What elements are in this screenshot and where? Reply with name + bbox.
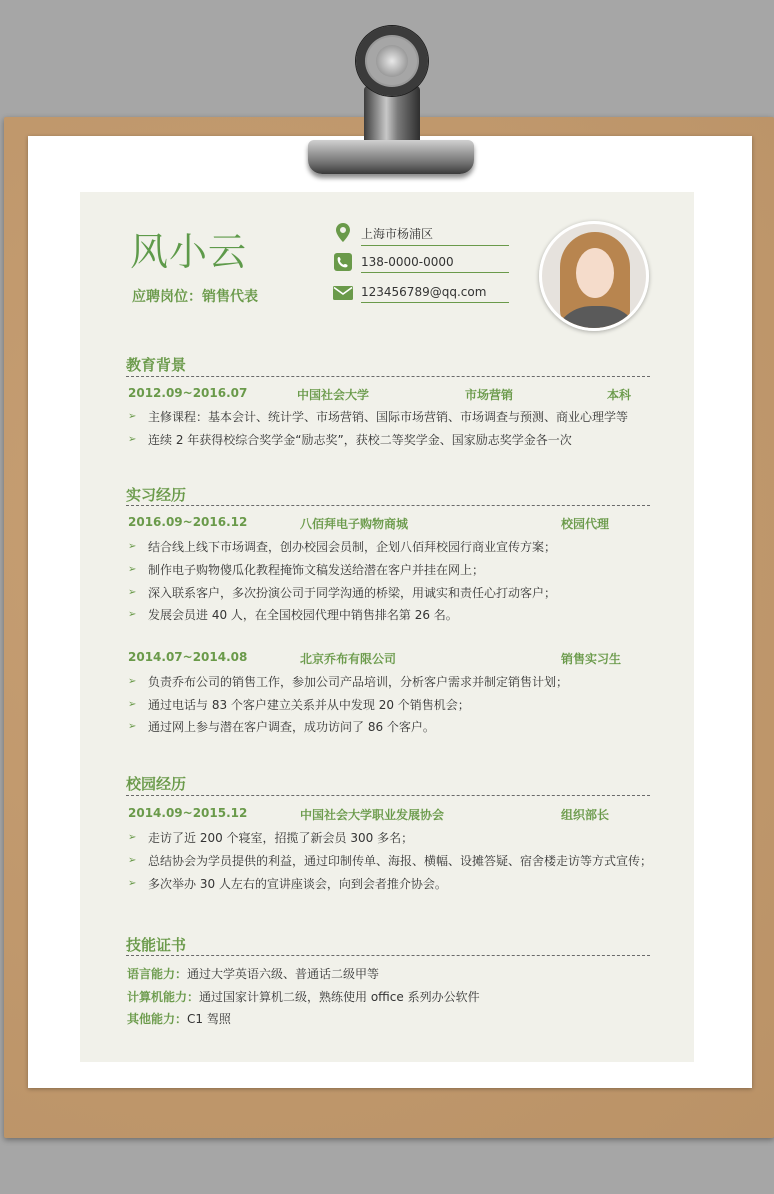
list-item: ➢ 通过电话与 83 个客户建立关系并从中发现 20 个销售机会； (128, 698, 470, 712)
list-item: ➢ 负责乔布公司的销售工作，参加公司产品培训，分析客户需求并制定销售计划； (128, 675, 569, 689)
contact-email (333, 283, 487, 303)
list-item: ➢ 深入联系客户，多次扮演公司于同学沟通的桥梁，用诚实和责任心打动客户； (128, 586, 557, 600)
arrow-icon: ➢ (128, 434, 137, 445)
education-degree: 本科 (607, 388, 632, 402)
list-item: ➢ 连续 2 年获得校综合奖学金“励志奖”，获校二等奖学金、国家励志奖学金各一次 (128, 433, 572, 447)
education-major: 市场营销 (465, 388, 514, 402)
list-item: ➢ 总结协会为学员提供的利益，通过印制传单、海报、横幅、设摊答疑、宿舍楼走访等方式宣传； (128, 854, 653, 868)
list-item: ➢ 多次举办 30 人左右的宣讲座谈会，向到会者推介协会。 (128, 877, 447, 891)
job-period: 2014.07~2014.08 (128, 650, 248, 664)
arrow-icon: ➢ (128, 832, 137, 843)
list-item: ➢ 结合线上线下市场调查，创办校园会员制，企划八佰拜校园行商业宣传方案； (128, 540, 557, 554)
list-item: ➢ 制作电子购物傻瓜化教程掩饰文稿发送给潜在客户并挂在网上； (128, 563, 485, 577)
arrow-icon: ➢ (128, 411, 137, 422)
mail-icon (333, 283, 353, 303)
contact-phone (333, 252, 454, 272)
job-role: 校园代理 (561, 517, 610, 531)
education-title: 教育背景 (126, 356, 187, 374)
phone-icon (333, 252, 353, 272)
education-period: 2012.09~2016.07 (128, 386, 248, 400)
avatar (539, 221, 649, 331)
arrow-icon: ➢ (128, 564, 137, 575)
job-position: 应聘岗位：销售代表 (132, 289, 258, 305)
skills-divider (126, 955, 650, 956)
candidate-name: 风小云 (130, 230, 248, 274)
internship-divider (126, 505, 650, 506)
arrow-icon: ➢ (128, 878, 137, 889)
skill-language: 语言能力：通过大学英语六级、普通话二级甲等 (127, 967, 380, 981)
job-period: 2016.09~2016.12 (128, 515, 248, 529)
campus-period: 2014.09~2015.12 (128, 806, 248, 820)
skill-other: 其他能力：C1 驾照 (127, 1012, 231, 1026)
job-role: 销售实习生 (561, 652, 622, 666)
list-item: ➢ 发展会员进 40 人，在全国校园代理中销售排名第 26 名。 (128, 608, 458, 622)
skill-computer: 计算机能力：通过国家计算机二级，熟练使用 office 系列办公软件 (127, 990, 480, 1004)
clip-rivet (376, 45, 408, 77)
clip-base (308, 140, 474, 174)
address-text: 上海市杨浦区 (361, 225, 509, 246)
arrow-icon: ➢ (128, 587, 137, 598)
email-text: 123456789@qq.com (361, 285, 509, 303)
list-item: ➢ 主修课程：基本会计、统计学、市场营销、国际市场营销、市场调查与预测、商业心理学等 (128, 410, 629, 424)
campus-divider (126, 795, 650, 796)
contact-address (333, 222, 434, 242)
arrow-icon: ➢ (128, 676, 137, 687)
list-item: ➢ 通过网上参与潜在客户调查，成功访问了 86 个客户。 (128, 720, 435, 734)
job-company: 北京乔布有限公司 (300, 652, 397, 666)
arrow-icon: ➢ (128, 541, 137, 552)
education-divider (126, 376, 650, 377)
education-school: 中国社会大学 (297, 388, 370, 402)
campus-org: 中国社会大学职业发展协会 (300, 808, 445, 822)
job-company: 八佰拜电子购物商城 (300, 517, 409, 531)
phone-text: 138-0000-0000 (361, 255, 509, 273)
location-pin-icon (333, 222, 353, 242)
arrow-icon: ➢ (128, 609, 137, 620)
internship-title: 实习经历 (126, 486, 187, 504)
skills-title: 技能证书 (126, 936, 187, 954)
list-item: ➢ 走访了近 200 个寝室，招揽了新会员 300 多名； (128, 831, 414, 845)
campus-title: 校园经历 (126, 775, 187, 793)
arrow-icon: ➢ (128, 855, 137, 866)
campus-role: 组织部长 (561, 808, 610, 822)
arrow-icon: ➢ (128, 721, 137, 732)
arrow-icon: ➢ (128, 699, 137, 710)
